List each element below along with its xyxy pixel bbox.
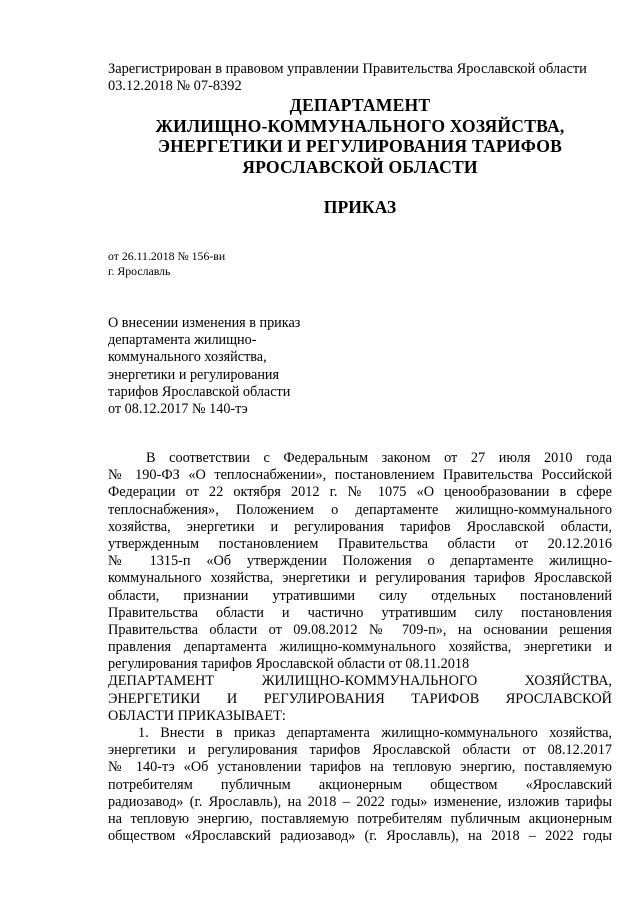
body-line: № 140-тэ «Об установлении тарифов на тепловую энергию, поставляемую (108, 759, 612, 776)
subject-line: тарифов Ярославской области (108, 383, 291, 400)
body-line: В соответствии с Федеральным законом от 27 июля 2010 года (146, 450, 612, 466)
body-line: № 1315-п «Об утверждении Положения о департаменте жилищно- (108, 553, 612, 570)
body-line: правления департамента жилищно-коммунального хозяйства, энергетики и (108, 639, 612, 656)
subject-line: энергетики и регулирования (108, 366, 280, 383)
document-title: ПРИКАЗ (323, 197, 397, 217)
body-line: радиозавод» (г. Ярославль), на 2018 – 2022 годы» изменение, изложив тарифы (108, 793, 612, 810)
order-date-number: от 26.11.2018 № 156-ви (108, 249, 226, 263)
order-subject (108, 315, 300, 418)
body-line: ОБЛАСТИ ПРИКАЗЫВАЕТ: (108, 707, 286, 724)
subject-line: департамента жилищно- (108, 332, 257, 349)
body-line: утвержденным постановлением Правительства области от 20.12.2016 (108, 535, 612, 552)
body-line: ДЕПАРТАМЕНТ ЖИЛИЩНО-КОММУНАЛЬНОГО ХОЗЯЙСТВА, (108, 673, 612, 690)
body-line: энергетики и регулирования тарифов Ярославской области от 08.12.2017 (108, 742, 612, 759)
body-line: коммунального хозяйства, энергетики и регулирования тарифов Ярославской (108, 570, 612, 587)
order-meta (108, 249, 225, 278)
department-line-2: ЖИЛИЩНО-КОММУНАЛЬНОГО ХОЗЯЙСТВА, (155, 115, 565, 136)
body-line: ЭНЕРГЕТИКИ И РЕГУЛИРОВАНИЯ ТАРИФОВ ЯРОСЛАВСКОЙ (108, 690, 612, 707)
registration-note (108, 61, 587, 95)
body-line: Правительства области от 09.08.2012 № 709-п», на основании решения (108, 621, 612, 638)
body-line: потребителям публичным акционерным обществом «Ярославский (108, 776, 612, 793)
registration-line-2: 03.12.2018 № 07-8392 (108, 78, 242, 94)
body-line: обществом «Ярославский радиозавод» (г. Ярославль), на 2018 – 2022 годы (108, 828, 612, 845)
body-line: на тепловую энергию, поставляемую потребителям публичным акционерным (108, 810, 612, 827)
body-line: регулирования тарифов Ярославской области от 08.11.2018 (108, 656, 470, 673)
department-line-3: ЭНЕРГЕТИКИ И РЕГУЛИРОВАНИЯ ТАРИФОВ (157, 136, 563, 156)
department-line-1: ДЕПАРТАМЕНТ (289, 95, 431, 115)
body-line: 1. Внести в приказ департамента жилищно-коммунального хозяйства, (138, 725, 612, 741)
body-line: № 190-ФЗ «О теплоснабжении», постановлением Правительства Российской (108, 467, 612, 484)
order-body (108, 450, 612, 845)
subject-line: О внесении изменения в приказ (108, 315, 301, 331)
department-line-4: ЯРОСЛАВСКОЙ ОБЛАСТИ (242, 156, 478, 177)
department-header (108, 95, 612, 177)
subject-line: коммунального хозяйства, (108, 349, 267, 366)
registration-line-1: Зарегистрирован в правовом управлении Правительства Ярославской области (108, 61, 587, 77)
body-line: теплоснабжения», Положением о департаменте жилищно-коммунального (108, 501, 612, 518)
body-line: Правительства области и частично утратившим силу постановления (108, 604, 612, 621)
body-line: области, признании утратившими силу отдельных постановлений (108, 587, 612, 604)
order-city: г. Ярославль (108, 263, 171, 278)
subject-line: от 08.12.2017 № 140-тэ (108, 401, 248, 418)
body-line: Федерации от 22 октября 2012 г. № 1075 «О ценообразовании в сфере (108, 484, 612, 501)
body-line: хозяйства, энергетики и регулирования тарифов Ярославской области, (108, 518, 612, 535)
